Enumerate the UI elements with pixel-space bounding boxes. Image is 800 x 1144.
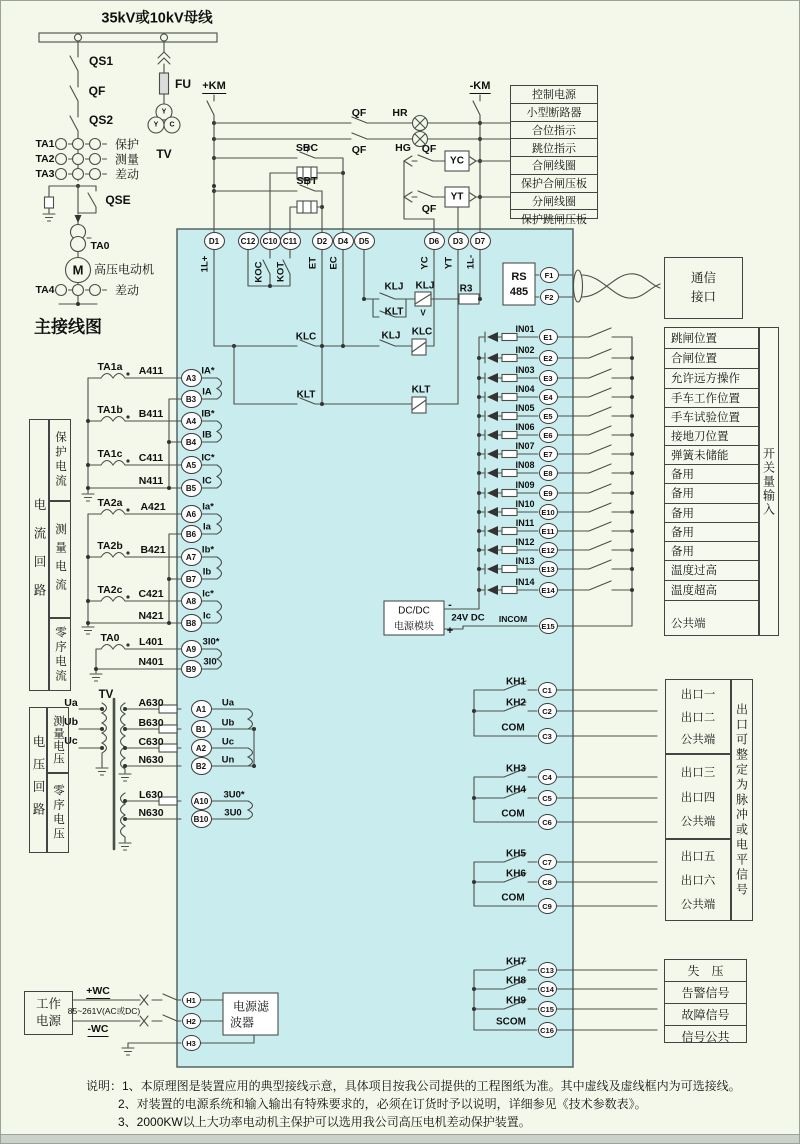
terminal-a10: A10: [191, 792, 212, 810]
in13-label: IN13: [515, 556, 535, 566]
terminal-c7: C7: [538, 854, 557, 870]
terminal-e4: E4: [539, 389, 558, 405]
tv-mark-3: C: [169, 121, 175, 129]
terminal-e8: E8: [539, 465, 558, 481]
signal-ec: EC: [328, 256, 340, 270]
ct-ta1c: TA1c: [97, 448, 123, 460]
sig-ib-star: IB*: [201, 408, 215, 420]
di-legend-row-2: 合闸位置: [664, 348, 759, 370]
out5-label: 出口五: [680, 851, 716, 863]
legend-row: 控制电源: [511, 86, 597, 104]
note-line-1: 说明：1、本原理图是装置应用的典型接线示意，具体项目按我公司提供的工程图纸为准。其中虚线及虚线框内为可选接线。: [86, 1079, 741, 1093]
terminal-b10: B10: [191, 810, 212, 828]
di-legend-row-5: 手车试验位置: [664, 407, 759, 427]
terminal-d1: D1: [204, 232, 225, 250]
sig-3i0-star: 3I0*: [202, 636, 220, 648]
measure-voltage-label: 测量电压: [52, 715, 64, 765]
out-side-label: 出口可整定为脉冲或电平信号: [734, 702, 749, 898]
voltage-loop-label: 电压回路: [31, 735, 45, 825]
di-legend-row-common: 公共端: [664, 600, 759, 636]
tv-mark-1: Y: [161, 108, 167, 116]
wire-b630: B630: [138, 717, 164, 729]
terminal-a3: A3: [181, 369, 202, 387]
km-neg-label: -KM: [469, 80, 491, 92]
di-legend-row-1: 跳闸位置: [664, 327, 759, 349]
filter-line1: 电源滤: [232, 999, 270, 1014]
terminal-e9: E9: [539, 485, 558, 501]
terminal-e14: E14: [539, 582, 558, 598]
terminal-e13: E13: [539, 561, 558, 577]
sig-ic2-star: Ic*: [202, 588, 214, 600]
in05-label: IN05: [515, 403, 535, 413]
terminal-h2: H2: [182, 1013, 201, 1029]
fu-label: FU: [175, 77, 191, 91]
current-loop-box: [29, 419, 49, 691]
in11-label: IN11: [515, 518, 535, 528]
ta0-label: TA0: [90, 240, 110, 252]
di-legend-row-4: 手车工作位置: [664, 388, 759, 408]
rs485-line1: RS: [511, 271, 527, 283]
terminal-d5: D5: [354, 232, 375, 250]
ct-ta0: TA0: [100, 632, 120, 644]
terminal-c5: C5: [538, 790, 557, 806]
terminal-e2: E2: [539, 350, 558, 366]
hr-label: HR: [392, 107, 408, 119]
kh4-label: KH4: [505, 784, 527, 796]
terminal-e15: E15: [539, 618, 558, 634]
terminal-a7: A7: [181, 548, 202, 566]
terminal-c11: C11: [280, 232, 301, 250]
r3-label: R3: [459, 283, 473, 295]
in01-label: IN01: [515, 324, 535, 334]
scom-label: SCOM: [496, 1016, 526, 1028]
di-legend-row-8: 备用: [664, 464, 759, 485]
di-legend-row-13: 温度过高: [664, 560, 759, 581]
terminal-e11: E11: [539, 523, 558, 539]
qf-hg-label: QF: [351, 144, 367, 156]
tv-mark-2: Y: [153, 121, 159, 129]
terminal-b7: B7: [181, 570, 202, 588]
out-legend-box-3: [665, 839, 731, 921]
terminal-d2: D2: [312, 232, 333, 250]
sig-ic-star: IC*: [201, 452, 215, 464]
uc-label: Uc: [64, 735, 78, 747]
terminal-b1: B1: [191, 720, 212, 738]
out-side-box: [731, 679, 753, 921]
power-range-label: 85~261V(AC或DC): [67, 1006, 141, 1016]
wire-c411: C411: [138, 452, 164, 464]
sig-ia: IA: [202, 386, 212, 398]
klt-coil-label: KLT: [411, 384, 431, 396]
ct-ta2c: TA2c: [97, 584, 123, 596]
in10-label: IN10: [515, 499, 535, 509]
di-legend-row-3: 允许远方操作: [664, 368, 759, 389]
terminal-a9: A9: [181, 640, 202, 658]
di-side-label: 开关量输入: [761, 446, 776, 517]
wire-b421: B421: [140, 544, 166, 556]
zero-seq-current-label: 零序电流: [54, 625, 66, 684]
ta1-label: TA1: [35, 138, 55, 150]
in09-label: IN09: [515, 480, 535, 490]
wire-c421: C421: [138, 588, 164, 600]
terminal-b6: B6: [181, 525, 202, 543]
page-bottom-band: [1, 1134, 800, 1144]
ta3-label: TA3: [35, 168, 55, 180]
in03-label: IN03: [515, 365, 535, 375]
wire-l401: L401: [139, 636, 163, 648]
wire-n401: N401: [138, 656, 164, 668]
ta2-label: TA2: [35, 153, 55, 165]
comm-label-1: 通信: [690, 271, 716, 285]
qf-label: QF: [88, 84, 106, 98]
di-legend-row-6: 接地刀位置: [664, 426, 759, 446]
sig-3u0: 3U0: [224, 807, 242, 819]
terminal-a1: A1: [191, 700, 212, 718]
legend-row: 保护合闸压板: [511, 175, 597, 193]
qse-label: QSE: [105, 193, 131, 207]
terminal-e6: E6: [539, 427, 558, 443]
terminal-c12: C12: [238, 232, 259, 250]
out-com1-label: 公共端: [680, 733, 716, 746]
wc-neg-label: -WC: [87, 1023, 109, 1035]
dcdc-voltage: 24V DC: [451, 612, 485, 624]
sig-ic: IC: [202, 475, 212, 487]
ct-ta1a: TA1a: [97, 361, 123, 373]
terminal-c16: C16: [538, 1022, 557, 1038]
wire-a421: A421: [140, 501, 166, 513]
terminal-a4: A4: [181, 412, 202, 430]
out2-label: 出口二: [680, 711, 716, 724]
terminal-d6: D6: [424, 232, 445, 250]
sig-3u0-star: 3U0*: [223, 789, 245, 801]
out-com2-label: 公共端: [680, 816, 716, 829]
kh1-label: KH1: [505, 676, 527, 688]
in06-label: IN06: [515, 422, 535, 432]
ua-label: Ua: [64, 697, 78, 709]
legend-row: 跳位指示: [511, 139, 597, 157]
in12-label: IN12: [515, 537, 535, 547]
sig-ic2: Ic: [203, 610, 211, 622]
in14-label: IN14: [515, 577, 535, 587]
motor-label: 高压电动机: [93, 262, 155, 277]
qf-yc-label: QF: [421, 143, 437, 155]
current-loop-label: 电流回路: [32, 498, 46, 612]
out-legend-box-2: [665, 754, 731, 839]
wire-l630: L630: [139, 789, 163, 801]
kh8-label: KH8: [505, 975, 527, 987]
klc-contact-label: KLC: [295, 331, 317, 343]
di-legend-row-14: 温度超高: [664, 580, 759, 602]
koc-label: KOC: [253, 261, 265, 283]
klc-coil-label: KLC: [411, 326, 433, 338]
kh2-label: KH2: [505, 697, 527, 709]
kh3-label: KH3: [505, 763, 527, 775]
terminal-h3: H3: [182, 1035, 201, 1051]
terminal-a2: A2: [191, 739, 212, 757]
in08-label: IN08: [515, 460, 535, 470]
kh5-label: KH5: [505, 848, 527, 860]
terminal-h1: H1: [182, 992, 201, 1008]
terminal-b8: B8: [181, 614, 202, 632]
motor-symbol: M: [72, 262, 84, 278]
work-power-line2: 电源: [35, 1014, 61, 1028]
ct-ta2b: TA2b: [97, 540, 123, 552]
sig-ia2-star: Ia*: [202, 501, 214, 513]
terminal-a8: A8: [181, 592, 202, 610]
main-diagram-title: 主接线图: [34, 317, 102, 337]
sig-3i0: 3I0: [203, 656, 217, 668]
comm-port-box: [664, 257, 743, 319]
terminal-c15: C15: [538, 1001, 557, 1017]
wire-a630: A630: [138, 697, 164, 709]
zero-seq-voltage-label: 零序电压: [52, 784, 64, 842]
com1-label: COM: [501, 722, 525, 734]
terminal-d7: D7: [470, 232, 491, 250]
dcdc-line2: 电源模块: [394, 621, 434, 633]
wire-n421: N421: [138, 610, 164, 622]
terminal-c8: C8: [538, 874, 557, 890]
note-line-2: 2、对装置的电源系统和输入输出有特殊要求的，必须在订货时予以说明，详细参见《技术参数表》。: [118, 1097, 647, 1111]
terminal-b5: B5: [181, 479, 202, 497]
legend-row: 保护跳闸压板: [521, 213, 587, 226]
measure-current-box: [49, 501, 71, 618]
sig-ib2-star: Ib*: [201, 544, 215, 556]
ct-ta1b: TA1b: [97, 404, 123, 416]
wire-n630b: N630: [138, 807, 164, 819]
legend-row: 合闸线圈: [511, 157, 597, 175]
klj-coil-v: V: [420, 308, 426, 318]
terminal-f1: F1: [540, 267, 559, 283]
qf-yt-label: QF: [421, 203, 437, 215]
tv2-label: TV: [98, 689, 114, 701]
terminal-c4: C4: [538, 769, 557, 785]
sig-ib: IB: [202, 429, 212, 441]
out1-label: 出口一: [680, 689, 716, 702]
signal-1l-plus: 1L+: [199, 255, 211, 273]
ta4-use: 差动: [114, 283, 140, 298]
zero-seq-current-box: [49, 618, 71, 691]
terminal-c10: C10: [260, 232, 281, 250]
in04-label: IN04: [515, 384, 535, 394]
incom-label: INCOM: [498, 614, 528, 624]
yt-coil-label: YT: [450, 191, 464, 203]
terminal-f2: F2: [540, 289, 559, 305]
comm-label-2: 接口: [690, 290, 716, 304]
signal-row-3: 故障信号: [665, 1004, 746, 1026]
wire-a411: A411: [138, 365, 164, 377]
in07-label: IN07: [515, 441, 535, 451]
terminal-a6: A6: [181, 505, 202, 523]
legend-row: 合位指示: [511, 122, 597, 140]
com3-label: COM: [501, 892, 525, 904]
sbt-label: SBT: [296, 175, 318, 187]
ta3-use: 差动: [114, 167, 140, 182]
out-legend-box-1: [665, 679, 731, 754]
dcdc-plus: +: [446, 625, 454, 637]
sig-ib2: Ib: [202, 566, 212, 578]
control-legend-box: [510, 85, 598, 226]
terminal-d4: D4: [333, 232, 354, 250]
terminal-c14: C14: [538, 981, 557, 997]
note-line-3: 3、2000KW以上大功率电动机主保护可以选用我公司高压电机差动保护装置。: [118, 1115, 531, 1129]
measure-voltage-box: [47, 707, 69, 773]
di-legend-row-11: 备用: [664, 522, 759, 542]
rs485-line2: 485: [509, 286, 529, 298]
terminal-b9: B9: [181, 660, 202, 678]
com2-label: COM: [501, 808, 525, 820]
klt-contact-label: KLT: [384, 306, 404, 318]
terminal-e12: E12: [539, 542, 558, 558]
sig-ia2: Ia: [203, 521, 211, 533]
sig-uc: Uc: [221, 736, 235, 748]
terminal-c2: C2: [538, 703, 557, 719]
voltage-loop-box: [29, 707, 47, 853]
signal-et: ET: [307, 256, 319, 270]
terminal-e10: E10: [539, 504, 558, 520]
terminal-e7: E7: [539, 446, 558, 462]
kh9-label: KH9: [505, 995, 527, 1007]
out6-label: 出口六: [680, 875, 716, 887]
work-power-line1: 工作: [35, 997, 61, 1011]
klj-coil-label: KLJ: [415, 280, 435, 292]
klt-contact2-label: KLT: [296, 389, 316, 401]
di-side-box: [759, 327, 779, 636]
yc-coil-label: YC: [450, 155, 464, 167]
terminal-e1: E1: [539, 329, 558, 345]
klj-contact-label: KLJ: [384, 281, 404, 293]
di-legend-row-9: 备用: [664, 483, 759, 504]
terminal-b2: B2: [191, 757, 212, 775]
sig-ub: Ub: [221, 717, 235, 729]
hg-label: HG: [395, 142, 411, 154]
terminal-c6: C6: [538, 814, 557, 830]
sig-un: Un: [221, 754, 235, 766]
protection-current-label: 保护电流: [54, 431, 66, 489]
kh7-label: KH7: [505, 956, 527, 968]
terminal-a5: A5: [181, 456, 202, 474]
sig-ua: Ua: [221, 697, 235, 709]
klj-contact2-label: KLJ: [381, 330, 401, 342]
in02-label: IN02: [515, 345, 535, 355]
sig-ia-star: IA*: [201, 365, 215, 377]
signal-yc: YC: [419, 256, 431, 270]
dcdc-minus: -: [448, 599, 452, 611]
qs1-label: QS1: [88, 54, 114, 68]
measure-current-label: 测量电流: [54, 522, 66, 597]
tv-label: TV: [156, 147, 172, 161]
signal-1l-minus: 1L-: [465, 254, 477, 270]
wire-n411: N411: [138, 475, 164, 487]
wc-pos-label: +WC: [86, 985, 110, 997]
terminal-c13: C13: [538, 962, 557, 978]
ta1-use: 保护: [114, 137, 140, 152]
terminal-d3: D3: [448, 232, 469, 250]
out-com3-label: 公共端: [680, 899, 716, 911]
qf-hr-label: QF: [351, 107, 367, 119]
out4-label: 出口四: [680, 791, 716, 804]
terminal-b4: B4: [181, 433, 202, 451]
dcdc-line1: DC/DC: [398, 605, 430, 617]
bus-label: 35kV或10kV母线: [101, 10, 213, 27]
wire-n630: N630: [138, 754, 164, 766]
kh6-label: KH6: [505, 868, 527, 880]
signal-legend-box: [664, 959, 747, 1043]
legend-row: 分闸线圈: [511, 193, 597, 211]
wire-b411: B411: [138, 408, 164, 420]
filter-line2: 波器: [229, 1015, 255, 1030]
km-pos-label: +KM: [202, 80, 226, 92]
signal-yt: YT: [443, 256, 455, 270]
terminal-c1: C1: [538, 682, 557, 698]
terminal-e5: E5: [539, 408, 558, 424]
ct-ta2a: TA2a: [97, 497, 123, 509]
signal-row-2: 告警信号: [665, 982, 746, 1004]
terminal-c9: C9: [538, 898, 557, 914]
terminal-b3: B3: [181, 390, 202, 408]
di-legend-row-12: 备用: [664, 541, 759, 561]
protection-current-box: [49, 419, 71, 501]
wire-c630: C630: [138, 736, 164, 748]
signal-row-1: 失 压: [665, 960, 746, 982]
legend-row: 小型断路器: [511, 104, 597, 122]
ta4-label: TA4: [35, 284, 55, 296]
ta2-use: 测量: [114, 152, 140, 167]
zero-seq-voltage-box: [47, 773, 69, 853]
signal-row-4: 信号公共: [681, 1030, 730, 1044]
work-power-box: [24, 991, 73, 1035]
terminal-e3: E3: [539, 370, 558, 386]
out3-label: 出口三: [680, 766, 716, 779]
di-legend-row-7: 弹簧未储能: [664, 445, 759, 465]
terminal-c3: C3: [538, 728, 557, 744]
sbc-label: SBC: [295, 142, 319, 154]
kot-label: KOT: [275, 261, 287, 283]
di-legend-row-10: 备用: [664, 503, 759, 523]
ub-label: Ub: [64, 716, 78, 728]
qs2-label: QS2: [88, 113, 114, 127]
